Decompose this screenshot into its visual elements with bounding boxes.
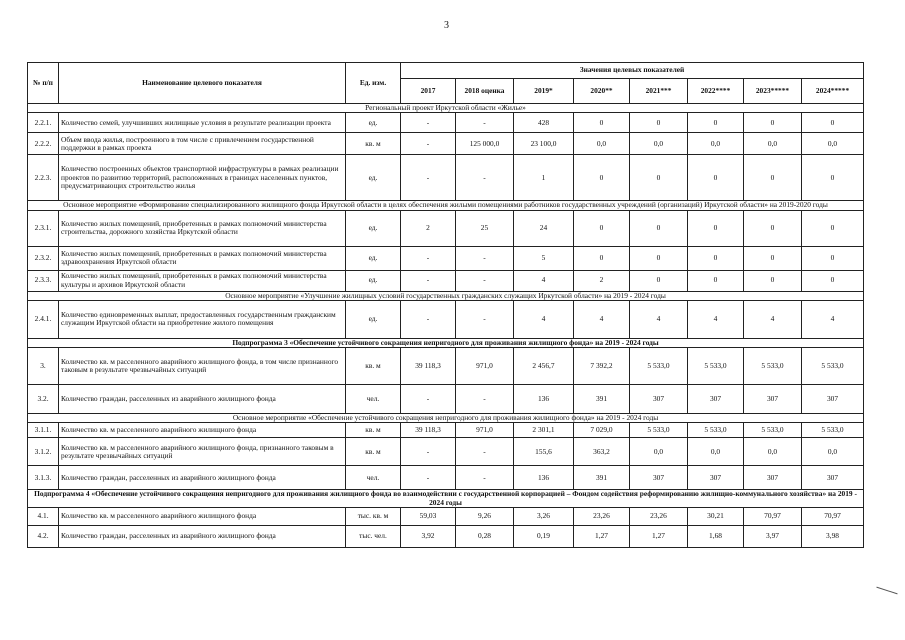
value-cell: 0 bbox=[630, 210, 688, 246]
section-title: Основное мероприятие «Формирование специализированного жилищного фонда Иркутской области в целях обеспечения жилыми помещениями работников государственных учреждений (организаций) Иркутской области» на 2019-2020 годы bbox=[28, 201, 864, 210]
value-cell: 363,2 bbox=[574, 438, 630, 466]
header-name: Наименование целевого показателя bbox=[59, 63, 346, 104]
value-cell: 3,98 bbox=[802, 525, 864, 547]
value-cell: 5 533,0 bbox=[630, 348, 688, 385]
indicator-name: Количество жилых помещений, приобретенных в рамках полномочий министерства строительства, дорожного хозяйства Иркутской области bbox=[59, 210, 346, 246]
section-title: Подпрограмма 4 «Обеспечение устойчивого сокращения непригодного для проживания жилищного фонда во взаимодействии с государственной корпорацией – Фондом содействия реформированию жилищно-коммунального хозяйства» на 2019 - 2024 годы bbox=[28, 490, 864, 508]
value-cell: 307 bbox=[802, 385, 864, 414]
indicator-name: Количество граждан, расселенных из аварийного жилищного фонда bbox=[59, 466, 346, 490]
unit-cell: кв. м bbox=[346, 348, 401, 385]
value-cell: - bbox=[401, 270, 456, 291]
indicator-name: Количество построенных объектов транспортной инфраструктуры в рамках реализации проектов по развитию территорий, расположенных в границах населенных пунктов, предусматривающих строительство жилья bbox=[59, 155, 346, 201]
table-row bbox=[28, 507, 864, 525]
value-cell: 2 bbox=[574, 270, 630, 291]
value-cell: 39 118,3 bbox=[401, 348, 456, 385]
row-number: 2.3.2. bbox=[28, 246, 59, 270]
section-title: Основное мероприятие «Улучшение жилищных условий государственных гражданских служащих Иркутской области» на 2019 - 2024 годы bbox=[28, 291, 864, 300]
value-cell: 0 bbox=[574, 210, 630, 246]
row-number: 4.2. bbox=[28, 525, 59, 547]
value-cell: 971,0 bbox=[456, 348, 514, 385]
value-cell: 0 bbox=[802, 246, 864, 270]
value-cell: 23,26 bbox=[574, 507, 630, 525]
table-row bbox=[28, 423, 864, 438]
value-cell: 2 bbox=[401, 210, 456, 246]
value-cell: 1 bbox=[514, 155, 574, 201]
value-cell: - bbox=[456, 155, 514, 201]
value-cell: 0,0 bbox=[688, 438, 744, 466]
value-cell: 0,28 bbox=[456, 525, 514, 547]
value-cell: - bbox=[456, 385, 514, 414]
value-cell: 0 bbox=[574, 155, 630, 201]
section-row bbox=[28, 291, 864, 300]
value-cell: 1,27 bbox=[630, 525, 688, 547]
value-cell: 5 533,0 bbox=[802, 423, 864, 438]
value-cell: 3,92 bbox=[401, 525, 456, 547]
unit-cell: кв. м bbox=[346, 133, 401, 155]
value-cell: 4 bbox=[744, 300, 802, 338]
unit-cell: ед. bbox=[346, 300, 401, 338]
value-cell: 0 bbox=[574, 246, 630, 270]
value-cell: - bbox=[401, 300, 456, 338]
value-cell: 0 bbox=[630, 270, 688, 291]
value-cell: 428 bbox=[514, 113, 574, 133]
value-cell: 4 bbox=[514, 270, 574, 291]
table-row bbox=[28, 133, 864, 155]
row-number: 2.3.1. bbox=[28, 210, 59, 246]
value-cell: 0 bbox=[630, 246, 688, 270]
value-cell: 5 533,0 bbox=[688, 423, 744, 438]
value-cell: - bbox=[401, 246, 456, 270]
value-cell: 307 bbox=[744, 385, 802, 414]
indicator-name: Объем ввода жилья, построенного в том числе с привлечением государственной поддержки в рамках проекта bbox=[59, 133, 346, 155]
row-number: 3.1.2. bbox=[28, 438, 59, 466]
value-cell: 5 533,0 bbox=[630, 423, 688, 438]
value-cell: 24 bbox=[514, 210, 574, 246]
value-cell: 136 bbox=[514, 385, 574, 414]
value-cell: 307 bbox=[630, 385, 688, 414]
value-cell: 307 bbox=[688, 466, 744, 490]
value-cell: - bbox=[401, 133, 456, 155]
value-cell: 1,27 bbox=[574, 525, 630, 547]
unit-cell: кв. м bbox=[346, 438, 401, 466]
value-cell: 0 bbox=[744, 246, 802, 270]
value-cell: 70,97 bbox=[802, 507, 864, 525]
table-row bbox=[28, 348, 864, 385]
table-body bbox=[28, 104, 864, 548]
value-cell: 0 bbox=[688, 246, 744, 270]
value-cell: 391 bbox=[574, 466, 630, 490]
indicator-name: Количество кв. м расселенного аварийного жилищного фонда, в том числе признанного таковым в результате чрезвычайных ситуаций bbox=[59, 348, 346, 385]
value-cell: - bbox=[456, 300, 514, 338]
unit-cell: тыс. чел. bbox=[346, 525, 401, 547]
value-cell: 125 000,0 bbox=[456, 133, 514, 155]
value-cell: 0 bbox=[744, 270, 802, 291]
margin-mark bbox=[876, 587, 897, 595]
header-year: 2024***** bbox=[802, 79, 864, 104]
value-cell: 4 bbox=[574, 300, 630, 338]
value-cell: 59,03 bbox=[401, 507, 456, 525]
indicator-name: Количество жилых помещений, приобретенных в рамках полномочий министерства здравоохранения Иркутской области bbox=[59, 246, 346, 270]
table-row bbox=[28, 155, 864, 201]
value-cell: 0 bbox=[630, 155, 688, 201]
value-cell: 0 bbox=[744, 155, 802, 201]
value-cell: - bbox=[456, 438, 514, 466]
unit-cell: ед. bbox=[346, 155, 401, 201]
value-cell: - bbox=[401, 385, 456, 414]
row-number: 3.2. bbox=[28, 385, 59, 414]
row-number: 2.4.1. bbox=[28, 300, 59, 338]
value-cell: 0 bbox=[802, 155, 864, 201]
value-cell: 0 bbox=[688, 270, 744, 291]
unit-cell: чел. bbox=[346, 385, 401, 414]
value-cell: 39 118,3 bbox=[401, 423, 456, 438]
value-cell: - bbox=[456, 270, 514, 291]
value-cell: 30,21 bbox=[688, 507, 744, 525]
value-cell: - bbox=[401, 113, 456, 133]
value-cell: 2 301,1 bbox=[514, 423, 574, 438]
section-title: Подпрограмма 3 «Обеспечение устойчивого сокращения непригодного для проживания жилищного фонда» на 2019 - 2024 годы bbox=[28, 338, 864, 347]
table-row bbox=[28, 113, 864, 133]
indicator-name: Количество семей, улучшивших жилищные условия в результате реализации проекта bbox=[59, 113, 346, 133]
value-cell: 0 bbox=[688, 155, 744, 201]
value-cell: 307 bbox=[630, 466, 688, 490]
value-cell: 307 bbox=[744, 466, 802, 490]
value-cell: 0,0 bbox=[744, 133, 802, 155]
section-row bbox=[28, 338, 864, 347]
header-year: 2021*** bbox=[630, 79, 688, 104]
section-row bbox=[28, 104, 864, 113]
row-number: 3. bbox=[28, 348, 59, 385]
header-year: 2020** bbox=[574, 79, 630, 104]
value-cell: 0,0 bbox=[630, 133, 688, 155]
value-cell: 307 bbox=[802, 466, 864, 490]
value-cell: - bbox=[401, 155, 456, 201]
value-cell: 7 029,0 bbox=[574, 423, 630, 438]
section-title: Региональный проект Иркутской области «Жилье» bbox=[28, 104, 864, 113]
row-number: 2.2.3. bbox=[28, 155, 59, 201]
value-cell: 307 bbox=[688, 385, 744, 414]
value-cell: 155,6 bbox=[514, 438, 574, 466]
value-cell: 0,0 bbox=[630, 438, 688, 466]
target-indicators-table bbox=[27, 62, 864, 548]
value-cell: 5 533,0 bbox=[744, 348, 802, 385]
section-row bbox=[28, 201, 864, 210]
indicator-name: Количество кв. м расселенного аварийного жилищного фонда bbox=[59, 423, 346, 438]
value-cell: 0 bbox=[802, 210, 864, 246]
indicator-name: Количество граждан, расселенных из аварийного жилищного фонда bbox=[59, 525, 346, 547]
unit-cell: ед. bbox=[346, 246, 401, 270]
value-cell: 0,0 bbox=[802, 438, 864, 466]
header-values: Значения целевых показателей bbox=[401, 63, 864, 79]
value-cell: 0,0 bbox=[574, 133, 630, 155]
value-cell: 136 bbox=[514, 466, 574, 490]
header-year: 2018 оценка bbox=[456, 79, 514, 104]
value-cell: 23 100,0 bbox=[514, 133, 574, 155]
page-number: 3 bbox=[444, 20, 449, 31]
value-cell: 70,97 bbox=[744, 507, 802, 525]
value-cell: 0,0 bbox=[688, 133, 744, 155]
row-number: 2.2.2. bbox=[28, 133, 59, 155]
value-cell: - bbox=[456, 466, 514, 490]
row-number: 4.1. bbox=[28, 507, 59, 525]
value-cell: 23,26 bbox=[630, 507, 688, 525]
value-cell: 0 bbox=[802, 113, 864, 133]
indicator-name: Количество граждан, расселенных из аварийного жилищного фонда bbox=[59, 385, 346, 414]
value-cell: 0 bbox=[744, 210, 802, 246]
row-number: 3.1.1. bbox=[28, 423, 59, 438]
header-year: 2017 bbox=[401, 79, 456, 104]
indicator-name: Количество кв. м расселенного аварийного жилищного фонда, признанного таковым в результате чрезвычайных ситуаций bbox=[59, 438, 346, 466]
value-cell: 7 392,2 bbox=[574, 348, 630, 385]
value-cell: 1,68 bbox=[688, 525, 744, 547]
indicator-name: Количество единовременных выплат, предоставленных государственным гражданским служащим Иркутской области на приобретение жилого помещения bbox=[59, 300, 346, 338]
header-unit: Ед. изм. bbox=[346, 63, 401, 104]
value-cell: 4 bbox=[688, 300, 744, 338]
header-year: 2019* bbox=[514, 79, 574, 104]
table-row bbox=[28, 466, 864, 490]
table-row bbox=[28, 525, 864, 547]
value-cell: 0 bbox=[630, 113, 688, 133]
row-number: 3.1.3. bbox=[28, 466, 59, 490]
value-cell: - bbox=[401, 466, 456, 490]
unit-cell: ед. bbox=[346, 270, 401, 291]
value-cell: 0,0 bbox=[744, 438, 802, 466]
table-row bbox=[28, 270, 864, 291]
value-cell: - bbox=[456, 113, 514, 133]
value-cell: - bbox=[401, 438, 456, 466]
row-number: 2.3.3. bbox=[28, 270, 59, 291]
value-cell: 0,19 bbox=[514, 525, 574, 547]
unit-cell: тыс. кв. м bbox=[346, 507, 401, 525]
value-cell: - bbox=[456, 246, 514, 270]
table-row bbox=[28, 210, 864, 246]
value-cell: 5 533,0 bbox=[744, 423, 802, 438]
value-cell: 0 bbox=[744, 113, 802, 133]
table-row bbox=[28, 438, 864, 466]
value-cell: 0 bbox=[688, 113, 744, 133]
indicator-name: Количество кв. м расселенного аварийного жилищного фонда bbox=[59, 507, 346, 525]
value-cell: 4 bbox=[802, 300, 864, 338]
header-year: 2022**** bbox=[688, 79, 744, 104]
section-row bbox=[28, 414, 864, 423]
value-cell: 5 533,0 bbox=[802, 348, 864, 385]
table-row bbox=[28, 385, 864, 414]
section-row bbox=[28, 490, 864, 508]
indicator-name: Количество жилых помещений, приобретенных в рамках полномочий министерства культуры и архивов Иркутской области bbox=[59, 270, 346, 291]
value-cell: 4 bbox=[514, 300, 574, 338]
value-cell: 0 bbox=[688, 210, 744, 246]
section-title: Основное мероприятие «Обеспечение устойчивого сокращения непригодного для проживания жилищного фонда» на 2019 - 2024 годы bbox=[28, 414, 864, 423]
value-cell: 5 533,0 bbox=[688, 348, 744, 385]
unit-cell: кв. м bbox=[346, 423, 401, 438]
value-cell: 9,26 bbox=[456, 507, 514, 525]
value-cell: 5 bbox=[514, 246, 574, 270]
value-cell: 3,26 bbox=[514, 507, 574, 525]
unit-cell: ед. bbox=[346, 113, 401, 133]
value-cell: 3,97 bbox=[744, 525, 802, 547]
value-cell: 391 bbox=[574, 385, 630, 414]
unit-cell: ед. bbox=[346, 210, 401, 246]
value-cell: 2 456,7 bbox=[514, 348, 574, 385]
header-year: 2023***** bbox=[744, 79, 802, 104]
value-cell: 0 bbox=[802, 270, 864, 291]
unit-cell: чел. bbox=[346, 466, 401, 490]
value-cell: 0 bbox=[574, 113, 630, 133]
table-row bbox=[28, 246, 864, 270]
value-cell: 0,0 bbox=[802, 133, 864, 155]
table-row bbox=[28, 300, 864, 338]
value-cell: 25 bbox=[456, 210, 514, 246]
value-cell: 971,0 bbox=[456, 423, 514, 438]
row-number: 2.2.1. bbox=[28, 113, 59, 133]
value-cell: 4 bbox=[630, 300, 688, 338]
header-no: № п/п bbox=[28, 63, 59, 104]
